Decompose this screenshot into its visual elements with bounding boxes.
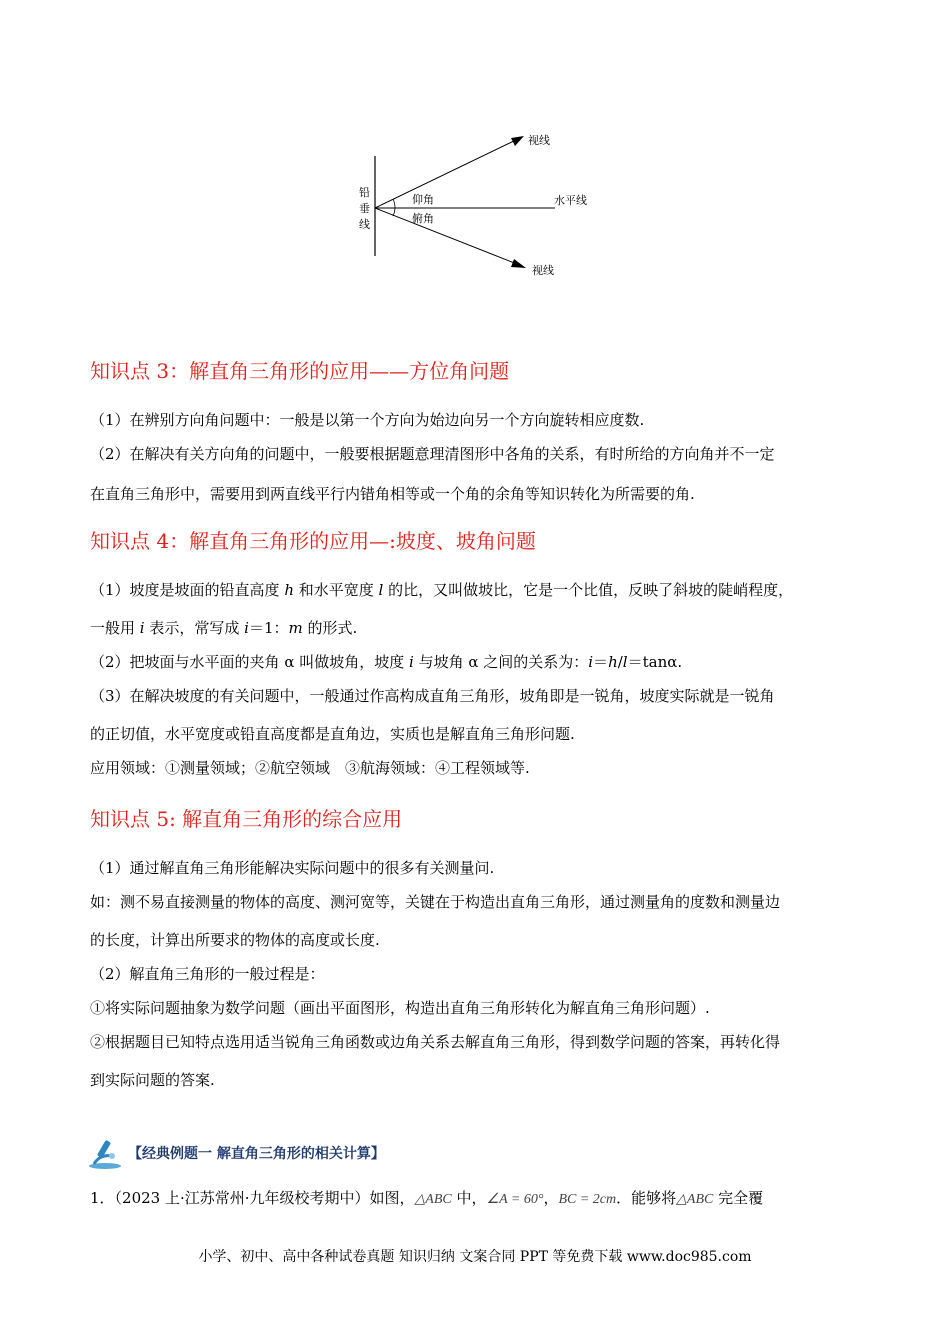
k5-para-3: 的长度，计算出所要求的物体的高度或长度.: [90, 931, 380, 949]
horizontal-label: 水平线: [554, 194, 587, 207]
k4-para-2: 一般用 i 表示，常写成 i＝1：m 的形式.: [90, 619, 358, 637]
lower-arrow-icon: [511, 259, 526, 268]
k5-para-6: ②根据题目已知特点选用适当锐角三角函数或边角关系去解直角三角形，得到数学问题的答案，再转化得: [90, 1033, 781, 1051]
depression-label: 俯角: [412, 212, 434, 225]
depression-arc: [393, 208, 395, 216]
k5-para-5: ①将实际问题抽象为数学问题（画出平面图形，构造出直角三角形转化为解直角三角形问题）.: [90, 999, 710, 1017]
k4-para-3: （2）把坡面与水平面的夹角 α 叫做坡角，坡度 i 与坡角 α 之间的关系为：i＝h/l＝tanα.: [90, 653, 683, 671]
k4-para-1: （1）坡度是坡面的铅直高度 h 和水平宽度 l 的比，又叫做坡比，它是一个比值，反映了斜坡的陡峭程度，: [90, 581, 794, 599]
upper-sight-label: 视线: [528, 134, 550, 147]
vertical-label-3: 线: [359, 218, 370, 231]
k3-para-1: （1）在辨别方向角问题中：一般是以第一个方向为始边向另一个方向旋转相应度数.: [90, 411, 645, 429]
k3-para-3: 在直角三角形中，需要用到两直线平行内错角相等或一个角的余角等知识转化为所需要的角.: [90, 485, 695, 503]
upper-arrow-icon: [511, 136, 524, 146]
upper-sight-line: [375, 138, 520, 208]
example-header: [86, 1136, 385, 1170]
elevation-depression-diagram: [340, 118, 620, 288]
vertical-label-1: 铅: [359, 186, 370, 199]
k5-heading: 知识点 5: 解直角三角形的综合应用: [90, 807, 403, 831]
elevation-arc: [393, 199, 395, 208]
k5-para-7: 到实际问题的答案.: [90, 1071, 215, 1089]
vertical-label-2: 垂: [359, 202, 370, 215]
k4-para-4: （3）在解决坡度的有关问题中，一般通过作高构成直角三角形，坡角即是一锐角，坡度实际就是一锐角: [90, 687, 775, 705]
page-footer: 小学、初中、高中各种试卷真题 知识归纳 文案合同 PPT 等免费下载 www.doc985.com: [198, 1249, 752, 1265]
lower-sight-line: [375, 208, 522, 266]
k4-para-5: 的正切值，水平宽度或铅直高度都是直角边，实质也是解直角三角形问题.: [90, 725, 575, 743]
example-title: 【经典例题一 解直角三角形的相关计算】: [128, 1146, 385, 1162]
microscope-icon: [86, 1136, 124, 1170]
k5-para-1: （1）通过解直角三角形能解决实际问题中的很多有关测量问.: [90, 859, 495, 877]
elevation-label: 仰角: [412, 193, 434, 206]
k3-para-2: （2）在解决有关方向角的问题中，一般要根据题意理清图形中各角的关系，有时所给的方向角并不一定: [90, 445, 775, 463]
k3-heading: 知识点 3：解直角三角形的应用——方位角问题: [90, 359, 510, 383]
k4-heading: 知识点 4：解直角三角形的应用—:坡度、坡角问题: [90, 529, 536, 553]
k5-para-4: （2）解直角三角形的一般过程是：: [90, 965, 325, 983]
k5-para-2: 如：测不易直接测量的物体的高度、测河宽等，关键在于构造出直角三角形，通过测量角的度数和测量边: [90, 893, 781, 911]
k4-para-6: 应用领域：①测量领域；②航空领域 ③航海领域：④工程领域等.: [90, 759, 530, 777]
lower-sight-label: 视线: [532, 264, 554, 277]
example-question-1: 1．（2023 上·江苏常州·九年级校考期中）如图，△ABC 中，∠A = 60°，BC = 2cm．能够将△ABC 完全覆: [90, 1189, 764, 1207]
